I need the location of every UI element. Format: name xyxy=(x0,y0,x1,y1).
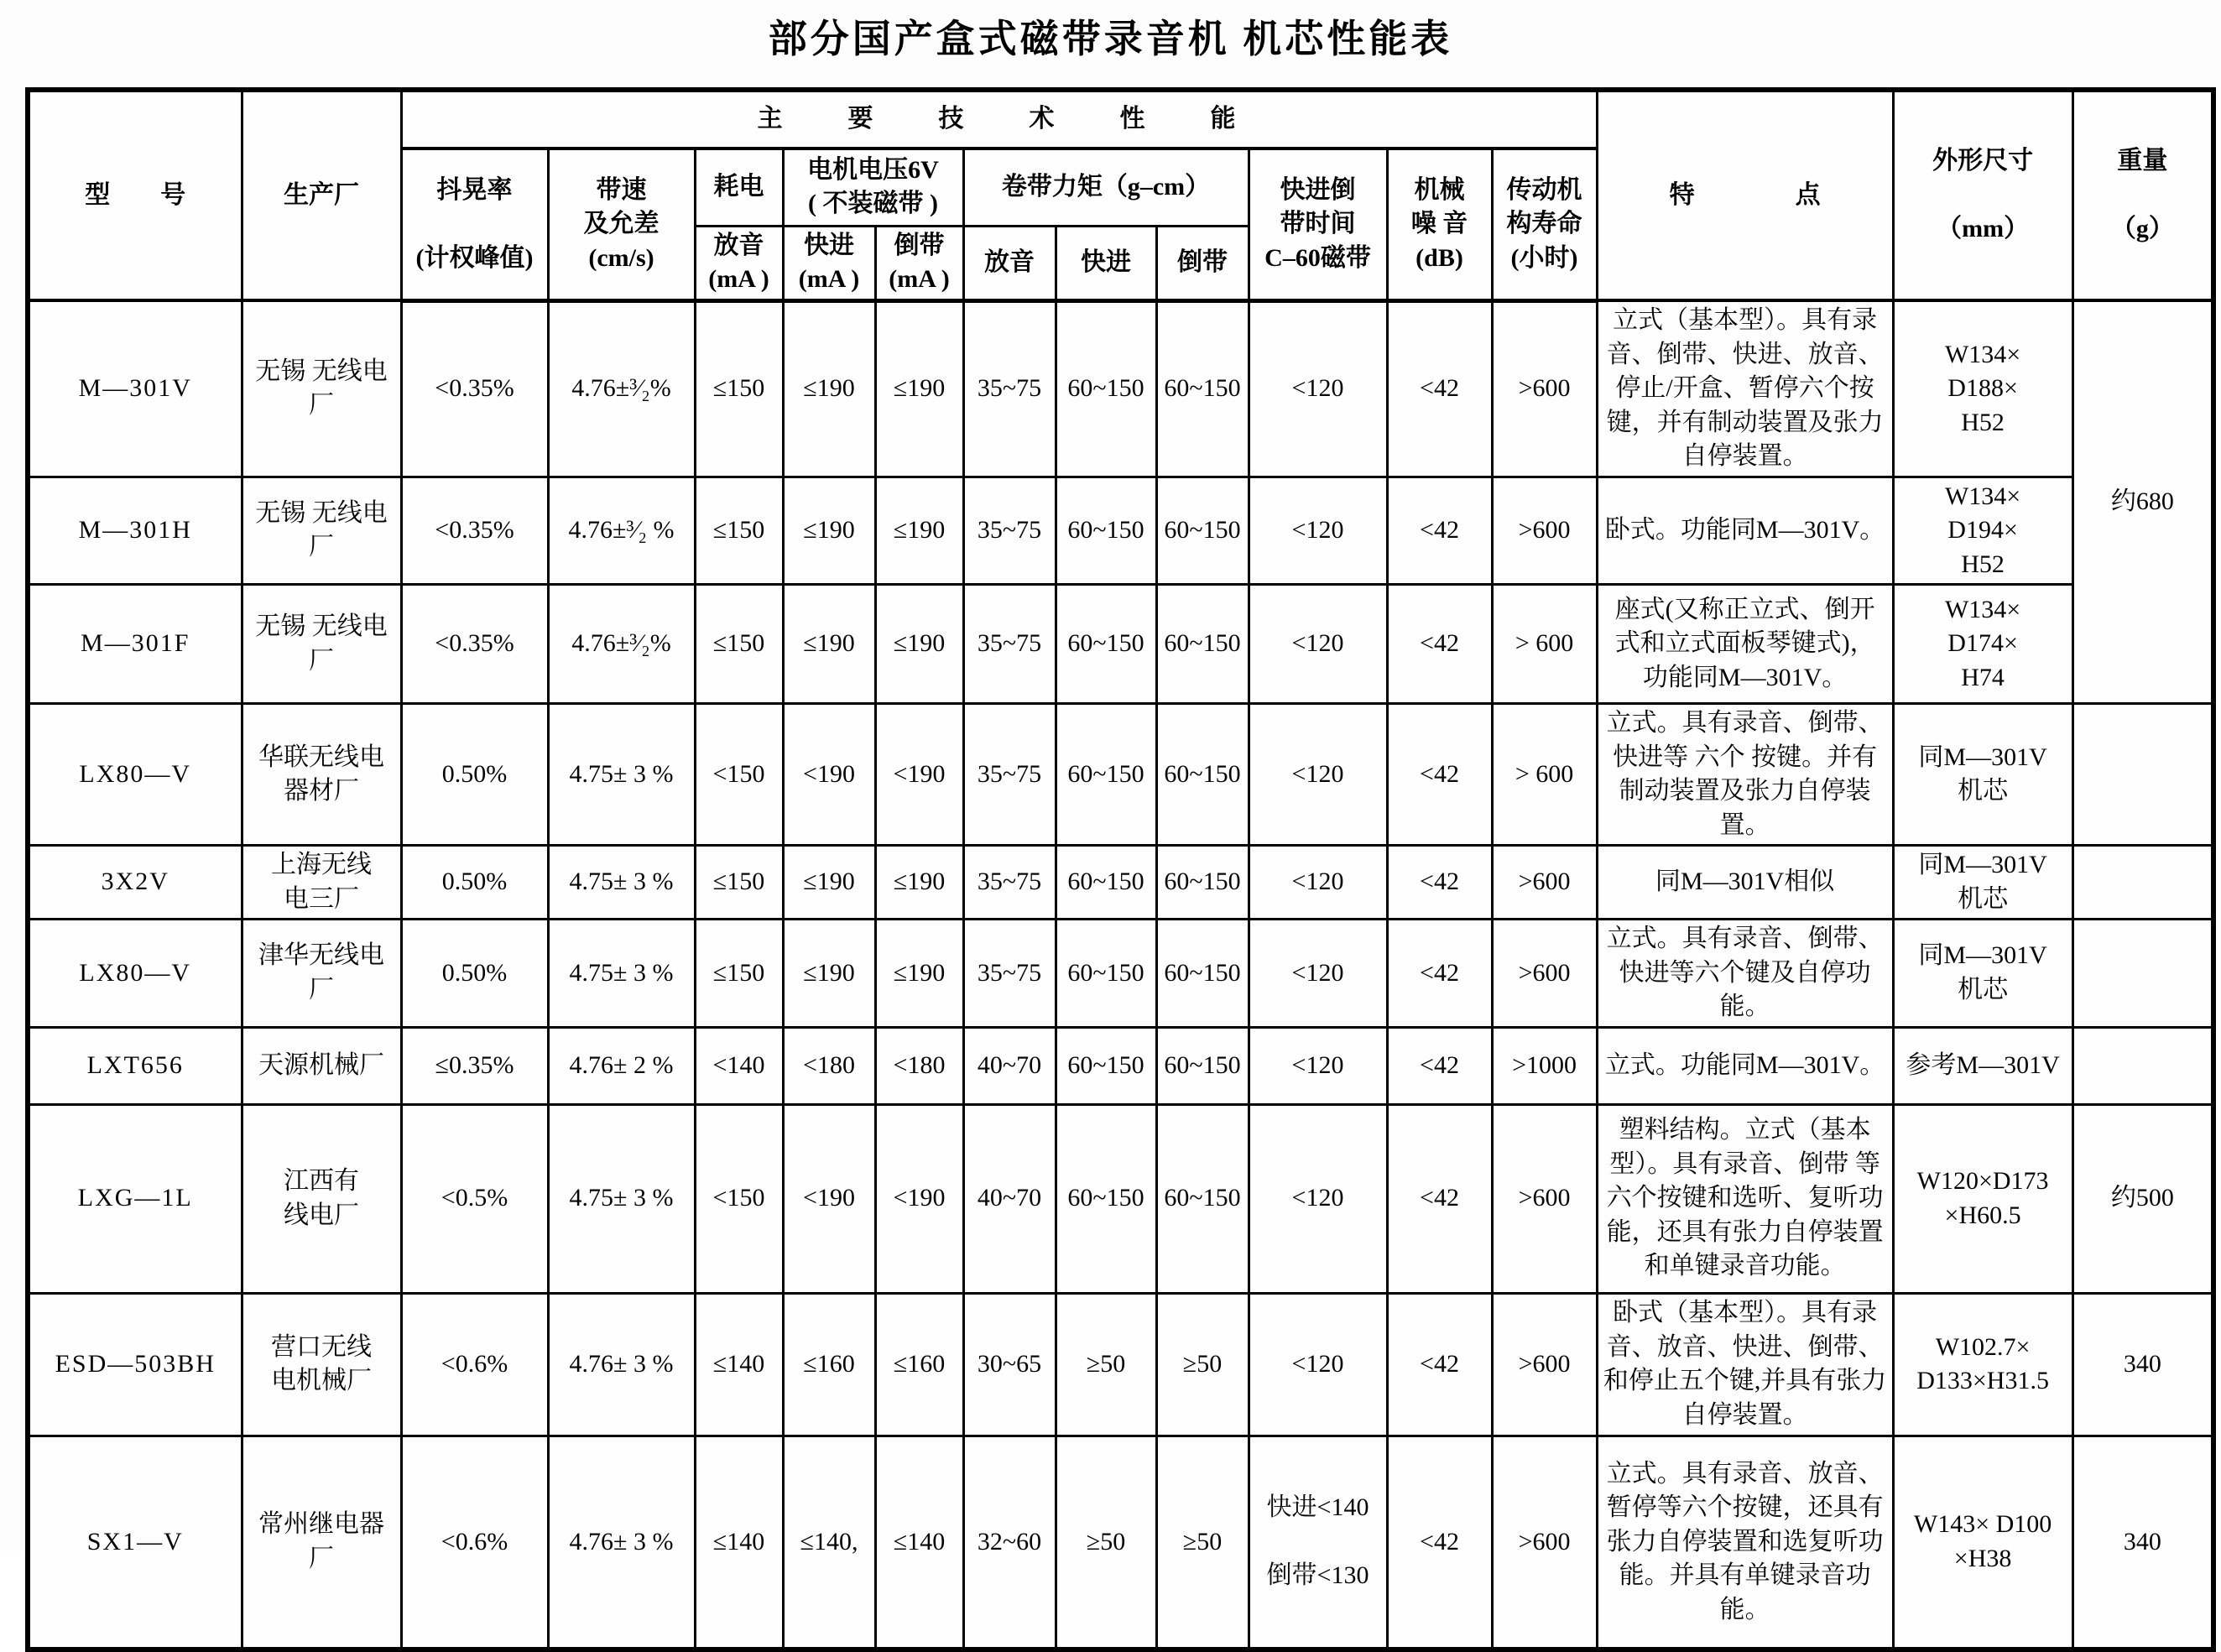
cell-noise: <42 xyxy=(1387,920,1492,1028)
col-header-maker: 生产厂 xyxy=(242,90,401,300)
cell-torque-ff: ≥50 xyxy=(1056,1436,1156,1649)
cell-mech-life: >600 xyxy=(1492,920,1597,1028)
cell-tape-speed: 4.75± 3 % xyxy=(548,846,695,920)
cell-ff-current: ≤190 xyxy=(783,920,875,1028)
cell-torque-ff: ≥50 xyxy=(1056,1293,1156,1436)
cell-play-current: ≤150 xyxy=(695,585,783,704)
cell-maker: 常州继电器厂 xyxy=(242,1436,401,1649)
cell-wind-time: <120 xyxy=(1249,585,1387,704)
cell-noise: <42 xyxy=(1387,477,1492,585)
cell-wind-time: <120 xyxy=(1249,1104,1387,1293)
cell-wind-time: <120 xyxy=(1249,477,1387,585)
cell-weight xyxy=(2072,920,2213,1028)
cell-wow-flutter: <0.35% xyxy=(401,300,548,477)
cell-mech-life: >600 xyxy=(1492,477,1597,585)
cell-ff-current: ≤140, xyxy=(783,1436,875,1649)
cell-torque-rew: ≥50 xyxy=(1156,1293,1249,1436)
cell-tape-speed: 4.76±³⁄₂% xyxy=(548,300,695,477)
cell-tape-speed: 4.76±³⁄₂ % xyxy=(548,477,695,585)
col-header-rew-current: 倒带 (mA ) xyxy=(875,226,963,300)
cell-torque-rew: 60~150 xyxy=(1156,1104,1249,1293)
cell-play-current: ≤150 xyxy=(695,920,783,1028)
cell-torque-play: 30~65 xyxy=(963,1293,1056,1436)
col-header-wind-time: 快进倒 带时间 C–60磁带 xyxy=(1249,149,1387,300)
cell-features: 立式。功能同M—301V。 xyxy=(1597,1027,1893,1104)
cell-play-current: <150 xyxy=(695,1104,783,1293)
cell-model: LX80—V xyxy=(28,920,242,1028)
col-header-torque-group: 卷带力矩（g–cm） xyxy=(963,149,1249,226)
cell-noise: <42 xyxy=(1387,1027,1492,1104)
cell-maker: 华联无线电 器材厂 xyxy=(242,704,401,846)
cell-dimensions: W134× D188× H52 xyxy=(1893,300,2072,477)
cell-wow-flutter: 0.50% xyxy=(401,920,548,1028)
cell-wind-time: <120 xyxy=(1249,1027,1387,1104)
cell-noise: <42 xyxy=(1387,704,1492,846)
cell-wind-time: <120 xyxy=(1249,300,1387,477)
cell-model: ESD—503BH xyxy=(28,1293,242,1436)
cell-torque-play: 35~75 xyxy=(963,300,1056,477)
cell-torque-play: 40~70 xyxy=(963,1104,1056,1293)
cell-wind-time: <120 xyxy=(1249,846,1387,920)
cell-ff-current: <180 xyxy=(783,1027,875,1104)
col-header-model: 型 号 xyxy=(28,90,242,300)
cell-torque-play: 35~75 xyxy=(963,704,1056,846)
cell-mech-life: > 600 xyxy=(1492,585,1597,704)
col-header-play-current: 放音 (mA ) xyxy=(695,226,783,300)
table-row xyxy=(28,477,2213,585)
cell-torque-ff: 60~150 xyxy=(1056,920,1156,1028)
col-header-noise: 机械 噪 音 (dB) xyxy=(1387,149,1492,300)
cell-weight xyxy=(2072,1027,2213,1104)
cell-play-current: ≤150 xyxy=(695,477,783,585)
cell-rew-current: <190 xyxy=(875,1104,963,1293)
cell-weight: 约680 xyxy=(2072,300,2213,704)
col-header-torque-ff: 快进 xyxy=(1056,226,1156,300)
col-header-dimensions: 外形尺寸 （mm） xyxy=(1893,90,2072,300)
cell-weight: 约500 xyxy=(2072,1104,2213,1293)
cell-wow-flutter: ≤0.35% xyxy=(401,1027,548,1104)
table-row xyxy=(28,920,2213,1028)
cell-dimensions: W143× D100 ×H38 xyxy=(1893,1436,2072,1649)
cell-tape-speed: 4.76±³⁄₂% xyxy=(548,585,695,704)
cell-model: LXG—1L xyxy=(28,1104,242,1293)
cell-features: 同M—301V相似 xyxy=(1597,846,1893,920)
page-title: 部分国产盒式磁带录音机 机芯性能表 xyxy=(768,18,1453,60)
table-row xyxy=(28,1027,2213,1104)
cell-play-current: <140 xyxy=(695,1027,783,1104)
cell-model: LXT656 xyxy=(28,1027,242,1104)
cell-ff-current: ≤190 xyxy=(783,477,875,585)
cell-play-current: <150 xyxy=(695,704,783,846)
cell-torque-rew: 60~150 xyxy=(1156,477,1249,585)
cell-noise: <42 xyxy=(1387,1104,1492,1293)
table-row xyxy=(28,1104,2213,1293)
cell-mech-life: >1000 xyxy=(1492,1027,1597,1104)
cell-mech-life: >600 xyxy=(1492,1104,1597,1293)
cell-torque-rew: 60~150 xyxy=(1156,1027,1249,1104)
cell-dimensions: W102.7× D133×H31.5 xyxy=(1893,1293,2072,1436)
cell-dimensions: 同M—301V 机芯 xyxy=(1893,704,2072,846)
cell-torque-play: 35~75 xyxy=(963,846,1056,920)
cell-dimensions: 同M—301V 机芯 xyxy=(1893,920,2072,1028)
cell-mech-life: >600 xyxy=(1492,300,1597,477)
cell-wind-time: <120 xyxy=(1249,920,1387,1028)
cell-features: 卧式（基本型）。具有录音、放音、快进、倒带、和停止五个键,并具有张力自停装置。 xyxy=(1597,1293,1893,1436)
cell-maker: 营口无线 电机械厂 xyxy=(242,1293,401,1436)
cell-torque-play: 35~75 xyxy=(963,920,1056,1028)
cell-play-current: ≤150 xyxy=(695,846,783,920)
cell-wind-time: 快进<140 倒带<130 xyxy=(1249,1436,1387,1649)
cell-wind-time: <120 xyxy=(1249,704,1387,846)
cell-torque-play: 32~60 xyxy=(963,1436,1056,1649)
cell-noise: <42 xyxy=(1387,846,1492,920)
performance-table xyxy=(25,87,2216,1652)
cell-rew-current: <190 xyxy=(875,704,963,846)
table-row xyxy=(28,1293,2213,1436)
table-row xyxy=(28,846,2213,920)
cell-torque-rew: ≥50 xyxy=(1156,1436,1249,1649)
cell-torque-rew: 60~150 xyxy=(1156,300,1249,477)
cell-rew-current: ≤190 xyxy=(875,585,963,704)
cell-features: 座式(又称正立式、倒开式和立式面板琴键式)， 功能同M—301V。 xyxy=(1597,585,1893,704)
cell-torque-ff: 60~150 xyxy=(1056,300,1156,477)
cell-torque-ff: 60~150 xyxy=(1056,585,1156,704)
col-header-main-group: 主 要 技 术 性 能 xyxy=(401,90,1597,149)
col-header-torque-play: 放音 xyxy=(963,226,1056,300)
cell-mech-life: >600 xyxy=(1492,1293,1597,1436)
col-header-ff-current: 快进 (mA ) xyxy=(783,226,875,300)
cell-maker: 江西有 线电厂 xyxy=(242,1104,401,1293)
table-row xyxy=(28,704,2213,846)
cell-rew-current: ≤190 xyxy=(875,920,963,1028)
table-row xyxy=(28,585,2213,704)
cell-mech-life: > 600 xyxy=(1492,704,1597,846)
cell-dimensions: W134× D194× H52 xyxy=(1893,477,2072,585)
cell-maker: 上海无线 电三厂 xyxy=(242,846,401,920)
cell-rew-current: <180 xyxy=(875,1027,963,1104)
cell-torque-rew: 60~150 xyxy=(1156,920,1249,1028)
cell-model: LX80—V xyxy=(28,704,242,846)
col-header-features: 特 点 xyxy=(1597,90,1893,300)
cell-torque-ff: 60~150 xyxy=(1056,1027,1156,1104)
cell-dimensions: 同M—301V 机芯 xyxy=(1893,846,2072,920)
cell-torque-ff: 60~150 xyxy=(1056,704,1156,846)
cell-noise: <42 xyxy=(1387,300,1492,477)
cell-torque-ff: 60~150 xyxy=(1056,846,1156,920)
cell-weight xyxy=(2072,704,2213,846)
cell-maker: 天源机械厂 xyxy=(242,1027,401,1104)
cell-features: 卧式。功能同M—301V。 xyxy=(1597,477,1893,585)
cell-mech-life: >600 xyxy=(1492,846,1597,920)
cell-features: 立式（基本型）。具有录音、倒带、快进、放音、停止/开盒、暂停六个按键，并有制动装置及张力自停装置。 xyxy=(1597,300,1893,477)
cell-rew-current: ≤190 xyxy=(875,846,963,920)
cell-model: SX1—V xyxy=(28,1436,242,1649)
col-header-power: 耗电 xyxy=(695,149,783,226)
cell-tape-speed: 4.76± 2 % xyxy=(548,1027,695,1104)
cell-play-current: ≤140 xyxy=(695,1436,783,1649)
cell-dimensions: W120×D173 ×H60.5 xyxy=(1893,1104,2072,1293)
cell-torque-rew: 60~150 xyxy=(1156,846,1249,920)
cell-noise: <42 xyxy=(1387,585,1492,704)
cell-torque-play: 35~75 xyxy=(963,585,1056,704)
cell-weight xyxy=(2072,846,2213,920)
cell-model: 3X2V xyxy=(28,846,242,920)
cell-ff-current: ≤160 xyxy=(783,1293,875,1436)
cell-ff-current: ≤190 xyxy=(783,300,875,477)
cell-model: M—301V xyxy=(28,300,242,477)
cell-weight: 340 xyxy=(2072,1436,2213,1649)
cell-tape-speed: 4.75± 3 % xyxy=(548,704,695,846)
cell-features: 立式。具有录音、放音、暂停等六个按键，还具有张力自停装置和选复听功能。并具有单键录音功能。 xyxy=(1597,1436,1893,1649)
cell-maker: 津华无线电厂 xyxy=(242,920,401,1028)
cell-ff-current: <190 xyxy=(783,704,875,846)
col-header-tape-speed: 带速 及允差 (cm/s) xyxy=(548,149,695,300)
cell-wow-flutter: <0.35% xyxy=(401,477,548,585)
cell-ff-current: <190 xyxy=(783,1104,875,1293)
cell-features: 塑料结构。立式（基本型）。具有录音、倒带 等六个按键和选听、复听功能，还具有张力自停装置和单键录音功能。 xyxy=(1597,1104,1893,1293)
cell-features: 立式。具有录音、倒带、快进等 六个 按键。并有制动装置及张力自停装置。 xyxy=(1597,704,1893,846)
cell-wow-flutter: <0.5% xyxy=(401,1104,548,1293)
cell-maker: 无锡 无线电厂 xyxy=(242,477,401,585)
cell-torque-play: 40~70 xyxy=(963,1027,1056,1104)
cell-play-current: ≤150 xyxy=(695,300,783,477)
cell-wind-time: <120 xyxy=(1249,1293,1387,1436)
col-header-mech-life: 传动机 构寿命 (小时) xyxy=(1492,149,1597,300)
cell-tape-speed: 4.76± 3 % xyxy=(548,1293,695,1436)
table-row xyxy=(28,300,2213,477)
cell-ff-current: ≤190 xyxy=(783,846,875,920)
cell-model: M—301F xyxy=(28,585,242,704)
cell-wow-flutter: <0.6% xyxy=(401,1293,548,1436)
cell-wow-flutter: 0.50% xyxy=(401,846,548,920)
cell-maker: 无锡 无线电厂 xyxy=(242,300,401,477)
cell-wow-flutter: 0.50% xyxy=(401,704,548,846)
cell-torque-rew: 60~150 xyxy=(1156,704,1249,846)
cell-tape-speed: 4.75± 3 % xyxy=(548,1104,695,1293)
cell-noise: <42 xyxy=(1387,1293,1492,1436)
col-header-wow-flutter: 抖晃率 (计权峰值) xyxy=(401,149,548,300)
cell-mech-life: >600 xyxy=(1492,1436,1597,1649)
cell-dimensions: W134× D174× H74 xyxy=(1893,585,2072,704)
cell-torque-rew: 60~150 xyxy=(1156,585,1249,704)
cell-ff-current: ≤190 xyxy=(783,585,875,704)
cell-maker: 无锡 无线电厂 xyxy=(242,585,401,704)
cell-features: 立式。具有录音、倒带、快进等六个键及自停功能。 xyxy=(1597,920,1893,1028)
cell-play-current: ≤140 xyxy=(695,1293,783,1436)
cell-torque-ff: 60~150 xyxy=(1056,1104,1156,1293)
col-header-torque-rew: 倒带 xyxy=(1156,226,1249,300)
table-row xyxy=(28,1436,2213,1649)
cell-rew-current: ≤190 xyxy=(875,300,963,477)
cell-torque-play: 35~75 xyxy=(963,477,1056,585)
cell-tape-speed: 4.75± 3 % xyxy=(548,920,695,1028)
cell-rew-current: ≤160 xyxy=(875,1293,963,1436)
cell-rew-current: ≤190 xyxy=(875,477,963,585)
cell-noise: <42 xyxy=(1387,1436,1492,1649)
cell-rew-current: ≤140 xyxy=(875,1436,963,1649)
cell-torque-ff: 60~150 xyxy=(1056,477,1156,585)
cell-dimensions: 参考M—301V xyxy=(1893,1027,2072,1104)
cell-wow-flutter: <0.6% xyxy=(401,1436,548,1649)
col-header-weight: 重量 （g） xyxy=(2072,90,2213,300)
col-header-motor-voltage: 电机电压6V ( 不装磁带 ) xyxy=(783,149,963,226)
cell-tape-speed: 4.76± 3 % xyxy=(548,1436,695,1649)
cell-model: M—301H xyxy=(28,477,242,585)
cell-wow-flutter: <0.35% xyxy=(401,585,548,704)
cell-weight: 340 xyxy=(2072,1293,2213,1436)
